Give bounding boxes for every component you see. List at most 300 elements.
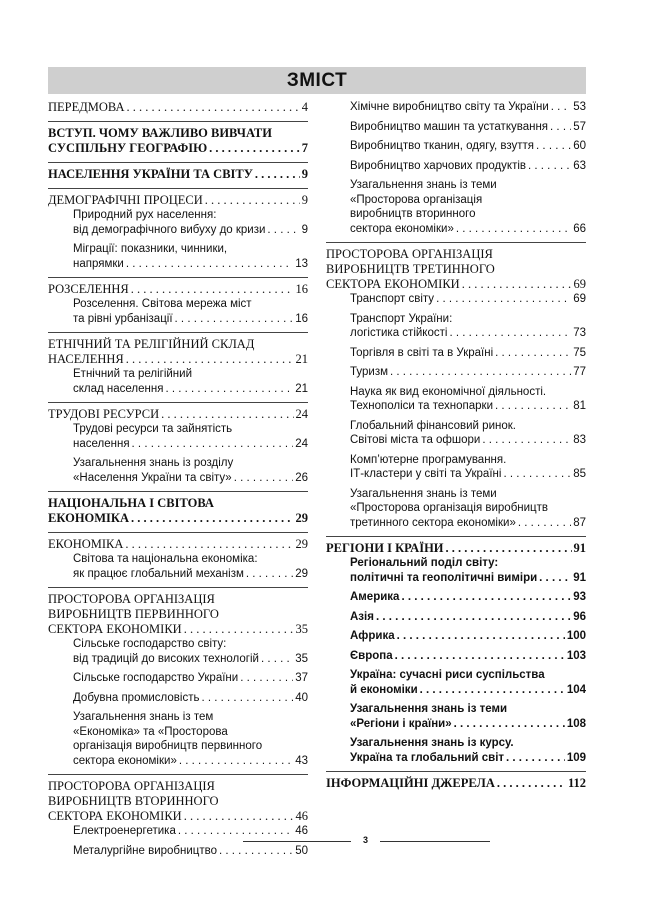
toc-page-number: 26 (295, 471, 308, 484)
toc-entry-title: «Економіка» та «Просторова (73, 725, 228, 738)
toc-subentry (350, 702, 586, 731)
dot-leader (127, 100, 300, 115)
toc-entry-title: Глобальний фінансовий ринок. (350, 419, 516, 432)
toc-line (350, 346, 586, 361)
toc-page-number: 104 (566, 683, 586, 696)
toc-page-number: 21 (295, 352, 308, 366)
toc-line (350, 649, 586, 664)
dot-leader (446, 541, 572, 556)
toc-line (350, 487, 586, 502)
toc-subentry (350, 100, 586, 115)
dot-leader (126, 257, 293, 272)
toc-line (326, 541, 586, 556)
toc-line (48, 337, 308, 352)
toc-line (350, 433, 586, 448)
toc-entry-title: та рівні урбанізації (73, 312, 173, 325)
dot-leader (497, 776, 566, 791)
toc-page-number: 103 (566, 649, 586, 662)
toc-page-number: 69 (573, 277, 586, 291)
toc-page-number: 43 (295, 754, 308, 767)
toc-line (350, 207, 586, 222)
toc-page-number: 93 (573, 591, 586, 603)
dot-leader (518, 516, 571, 531)
toc-entry-title: СЕКТОРА ЕКОНОМІКИ (48, 622, 182, 636)
toc-line (73, 652, 308, 667)
toc-page-number: 73 (573, 327, 586, 339)
toc-section (326, 536, 586, 765)
toc-subentry (350, 312, 586, 341)
toc-line (350, 399, 586, 414)
toc-line (350, 516, 586, 531)
toc-line (350, 501, 586, 516)
toc-line (350, 717, 586, 732)
toc-page-number: 4 (301, 100, 308, 114)
toc-entry-title: Азія (350, 610, 374, 623)
toc-subentry (73, 710, 308, 768)
toc-entry-title: ІТ-кластери у світі та Україні (350, 468, 502, 480)
toc-line (350, 326, 586, 341)
dot-leader (401, 590, 571, 605)
toc-entry-title: Електроенергетика (73, 825, 176, 837)
toc-entry-title: Виробництво тканин, одягу, взуття (350, 140, 535, 152)
toc-page-number: 63 (573, 159, 586, 172)
toc-entry-title: логістика стійкості (350, 327, 448, 339)
dot-leader (165, 382, 293, 397)
toc-line (350, 453, 586, 468)
toc-left-column (48, 100, 308, 864)
toc-entry-title: Сільське господарство України (73, 672, 239, 684)
toc-line (350, 668, 586, 683)
toc-subentry (73, 367, 308, 396)
toc-line (350, 467, 586, 482)
toc-entry-title: Україна: сучасні риси суспільства (350, 669, 545, 681)
toc-entry-title: Америка (350, 591, 400, 603)
toc-subentry (350, 385, 586, 414)
toc-line (350, 120, 586, 135)
toc-subentry (350, 736, 586, 765)
toc-line (73, 257, 308, 272)
dot-leader (234, 471, 294, 486)
toc-entry-title: Європа (350, 649, 393, 662)
toc-entry-title: від демографічного вибуху до кризи (73, 223, 266, 236)
toc-line (350, 139, 586, 154)
toc-line (73, 208, 308, 223)
toc-entry-title: й економіки (350, 683, 418, 696)
toc-line (350, 751, 586, 766)
toc-line (73, 471, 308, 486)
toc-subentry (350, 120, 586, 135)
toc-entry-title: ВИРОБНИЦТВ ПЕРВИННОГО (48, 607, 219, 621)
toc-subentry (350, 487, 586, 531)
toc-line (48, 407, 308, 422)
toc-line (73, 223, 308, 238)
toc-page-number: 96 (573, 610, 586, 623)
toc-line (350, 629, 586, 644)
toc-entry-title: Природний рух населення: (73, 209, 217, 221)
toc-subentry (73, 552, 308, 581)
dot-leader (132, 437, 294, 452)
dot-leader (456, 222, 571, 237)
toc-subentry (350, 139, 586, 154)
toc-entry-title: Етнічний та релігійний (73, 368, 193, 380)
toc-subentry (350, 610, 586, 625)
dot-leader (495, 346, 571, 361)
toc-entry-title: СЕКТОРА ЕКОНОМІКИ (326, 277, 460, 291)
toc-entry-title: ВИРОБНИЦТВ ТРЕТИННОГО (326, 262, 495, 276)
toc-line (326, 262, 586, 277)
toc-entry-title: ПЕРЕДМОВА (48, 100, 125, 114)
toc-line (73, 754, 308, 769)
toc-entry-title: Металургійне виробництво (73, 844, 218, 857)
toc-subentry (73, 208, 308, 237)
toc-entry-title: Україна та глобальний світ (350, 751, 505, 764)
toc-entry-title: Міграції: показники, чинники, (73, 243, 228, 255)
toc-line (48, 607, 308, 622)
toc-line (73, 725, 308, 740)
dot-leader (397, 629, 565, 644)
toc-line (48, 100, 308, 115)
toc-page-number: 46 (295, 809, 308, 823)
toc-entry-title: напрямки (73, 257, 124, 270)
toc-line (73, 710, 308, 725)
toc-page-number: 35 (295, 622, 308, 636)
toc-page-number: 69 (573, 293, 586, 305)
toc-line (73, 637, 308, 652)
toc-section (48, 332, 308, 396)
toc-subentry (350, 178, 586, 236)
toc-line (73, 552, 308, 567)
toc-subentry (350, 419, 586, 448)
toc-entry-title: СУСПІЛЬНУ ГЕОГРАФІЮ (48, 141, 208, 155)
toc-entry-title: «Просторова організація (350, 193, 483, 206)
toc-line (48, 809, 308, 824)
dot-leader (449, 326, 571, 341)
toc-entry-title: СЕКТОРА ЕКОНОМІКИ (48, 809, 182, 823)
toc-page-number: 37 (295, 672, 308, 684)
toc-line (73, 297, 308, 312)
toc-line (73, 422, 308, 437)
toc-page-number: 16 (295, 312, 308, 325)
dot-leader (462, 277, 572, 292)
toc-entry-title: Наука як вид економічної діяльності. (350, 385, 547, 398)
toc-line (350, 590, 586, 605)
dot-leader (495, 399, 571, 414)
toc-page-number: 13 (295, 257, 308, 270)
toc-line (350, 683, 586, 698)
toc-entry-title: Торгівля в світі та в Україні (350, 346, 494, 359)
contents-heading: ЗМІСТ (48, 67, 586, 94)
dot-leader (201, 691, 293, 706)
toc-subentry (350, 365, 586, 380)
toc-section-continued (326, 100, 586, 236)
toc-entry-title: Трудові ресурси та зайнятість (73, 423, 233, 435)
toc-subentry (73, 242, 308, 271)
toc-subentry (350, 292, 586, 307)
toc-page-number: 24 (295, 407, 308, 421)
toc-entry-title: Узагальнення знань із теми (350, 703, 508, 715)
toc-line (48, 779, 308, 794)
toc-line (350, 159, 586, 174)
toc-subentry (350, 668, 586, 697)
dot-leader (209, 141, 300, 156)
toc-entry-title: ПРОСТОРОВА ОРГАНІЗАЦІЯ (326, 247, 493, 261)
toc-line (48, 622, 308, 637)
dot-leader (131, 511, 293, 526)
toc-section (326, 242, 586, 530)
toc-entry-title: Сільське господарство світу: (73, 638, 227, 650)
toc-line (73, 567, 308, 582)
toc-line (48, 511, 308, 526)
toc-entry-title: як працює глобальний механізм (73, 567, 244, 580)
toc-line (350, 178, 586, 193)
toc-section (48, 188, 308, 271)
toc-entry-title: РЕГІОНИ І КРАЇНИ (326, 541, 444, 555)
toc-subentry (350, 629, 586, 644)
toc-entry-title: ТРУДОВІ РЕСУРСИ (48, 407, 160, 421)
toc-page-number: 109 (566, 751, 586, 764)
toc-section (48, 100, 308, 115)
toc-page-number: 91 (573, 571, 586, 584)
toc-line (48, 352, 308, 367)
toc-entry-title: РОЗСЕЛЕННЯ (48, 282, 129, 296)
toc-subentry (350, 590, 586, 605)
toc-entry-title: Комп’ютерне програмування. (350, 453, 507, 466)
toc-entry-title: сектора економіки» (73, 754, 177, 767)
toc-page-number: 29 (295, 511, 308, 525)
toc-section (48, 491, 308, 526)
toc-line (350, 312, 586, 327)
toc-subentry (73, 422, 308, 451)
toc-subentry (350, 649, 586, 664)
toc-line (73, 242, 308, 257)
dot-leader (528, 159, 571, 174)
toc-line (350, 419, 586, 434)
toc-section (326, 771, 586, 791)
toc-entry-title: Узагальнення знань із розділу (73, 457, 234, 469)
dot-leader (454, 717, 565, 732)
toc-page-number: 100 (566, 630, 586, 642)
toc-page-number: 57 (573, 120, 586, 133)
toc-subentry (73, 691, 308, 706)
toc-section (48, 532, 308, 581)
toc-page-number: 9 (301, 193, 308, 207)
dot-leader (482, 433, 571, 448)
toc-entry-title: Узагальнення знань із теми (350, 487, 497, 500)
toc-line (326, 776, 586, 791)
toc-entry-title: Світова та національна економіка: (73, 553, 258, 565)
toc-entry-title: Транспорт світу (350, 293, 435, 305)
toc-entry-title: Добувна промисловість (73, 691, 200, 704)
toc-entry-title: ПРОСТОРОВА ОРГАНІЗАЦІЯ (48, 592, 215, 606)
toc-subentry (73, 671, 308, 686)
toc-line (48, 141, 308, 156)
dot-leader (436, 292, 571, 307)
toc-entry-title: «Населення України та світу» (73, 471, 232, 484)
toc-entry-title: виробництв вторинного (350, 208, 476, 220)
toc-entry-title: Транспорт України: (350, 312, 453, 325)
toc-page-number: 108 (566, 717, 586, 730)
dot-leader (550, 120, 571, 135)
toc-entry-title: «Просторова організація виробництв (350, 502, 549, 514)
dot-leader (179, 754, 293, 769)
footer-rule-left (243, 841, 351, 842)
toc-entry-title: Узагальнення знань із тем (73, 711, 214, 723)
toc-entry-title: Африка (350, 630, 395, 642)
toc-entry-title: ЕТНІЧНИЙ ТА РЕЛІГІЙНИЙ СКЛАД (48, 337, 255, 351)
toc-entry-title: Виробництво машин та устаткування (350, 120, 549, 133)
toc-section (48, 121, 308, 156)
toc-entry-title: «Регіони і країни» (350, 717, 452, 730)
toc-line (350, 702, 586, 717)
dot-leader (125, 537, 293, 552)
toc-line (48, 282, 308, 297)
toc-entry-title: Узагальнення знань із теми (350, 179, 497, 191)
toc-section (48, 162, 308, 182)
toc-line (350, 736, 586, 751)
toc-entry-title: ЕКОНОМІКА (48, 537, 124, 551)
toc-subentry (73, 456, 308, 485)
toc-line (350, 385, 586, 400)
toc-page-number: 81 (573, 400, 586, 412)
toc-entry-title: населення (73, 437, 130, 450)
toc-subentry (350, 453, 586, 482)
toc-entry-title: політичні та геополітичні виміри (350, 571, 538, 584)
dot-leader (420, 683, 565, 698)
dot-leader (255, 167, 300, 182)
dot-leader (131, 282, 294, 297)
toc-line (73, 691, 308, 706)
toc-page-number: 50 (295, 844, 308, 857)
dot-leader (503, 467, 571, 482)
toc-page-number: 85 (573, 468, 586, 480)
toc-page-number: 24 (295, 437, 308, 450)
dot-leader (161, 407, 293, 422)
toc-entry-title: Хімічне виробництво світу та України (350, 101, 549, 113)
toc-section (48, 402, 308, 485)
toc-entry-title: ВИРОБНИЦТВ ВТОРИННОГО (48, 794, 219, 808)
toc-subentry (73, 637, 308, 666)
toc-entry-title: НАСЕЛЕННЯ (48, 352, 124, 366)
toc-line (350, 571, 586, 586)
toc-line (350, 556, 586, 571)
toc-page-number: 29 (295, 537, 308, 551)
dot-leader (376, 610, 571, 625)
toc-line (326, 277, 586, 292)
dot-leader (395, 649, 565, 664)
toc-entry-title: ВСТУП. ЧОМУ ВАЖЛИВО ВИВЧАТИ (48, 126, 272, 140)
page-number: 3 (362, 835, 368, 845)
toc-page-number: 7 (301, 141, 308, 155)
toc-section (48, 277, 308, 326)
toc-entry-title: НАЦІОНАЛЬНА І СВІТОВА (48, 496, 214, 510)
toc-line (350, 222, 586, 237)
toc-entry-title: склад населення (73, 382, 164, 395)
toc-entry-title: від традицій до високих технологій (73, 652, 259, 665)
dot-leader (267, 223, 299, 238)
toc-subentry (350, 346, 586, 361)
dot-leader (126, 352, 294, 367)
toc-page-number: 40 (295, 691, 308, 704)
toc-line (48, 537, 308, 552)
toc-line (73, 456, 308, 471)
toc-entry-title: третинного сектора економіки» (350, 516, 516, 529)
dot-leader (184, 809, 294, 824)
dot-leader (246, 567, 293, 582)
toc-line (73, 437, 308, 452)
toc-line (73, 312, 308, 327)
toc-page-number: 9 (301, 223, 308, 236)
toc-section (48, 587, 308, 768)
toc-subentry (350, 159, 586, 174)
toc-line (350, 365, 586, 380)
toc-page-number: 16 (295, 282, 308, 296)
toc-entry-title: Світові міста та офшори (350, 434, 481, 446)
toc-page-number: 53 (573, 101, 586, 113)
toc-entry-title: Розселення. Світова мережа міст (73, 298, 252, 310)
toc-page-number: 87 (573, 516, 586, 529)
toc-entry-title: організація виробництв первинного (73, 740, 263, 752)
toc-line (73, 382, 308, 397)
dot-leader (506, 751, 565, 766)
dot-leader (261, 652, 293, 667)
toc-line (350, 610, 586, 625)
toc-entry-title: Узагальнення знань із курсу. (350, 737, 514, 749)
toc-subentry (73, 297, 308, 326)
toc-page-number: 91 (573, 541, 586, 555)
toc-right-column (326, 100, 586, 797)
toc-page-number: 21 (295, 382, 308, 395)
toc-line (350, 100, 586, 115)
toc-line (326, 247, 586, 262)
toc-page-number: 29 (295, 567, 308, 580)
toc-entry-title: ІНФОРМАЦІЙНІ ДЖЕРЕЛА (326, 776, 495, 790)
toc-entry-title: НАСЕЛЕННЯ УКРАЇНИ ТА СВІТУ (48, 167, 253, 181)
toc-entry-title: Туризм (350, 366, 388, 378)
toc-entry-title: сектора економіки» (350, 222, 454, 235)
dot-leader (551, 100, 571, 115)
toc-page-number: 46 (295, 825, 308, 837)
dot-leader (390, 365, 571, 380)
toc-line (48, 592, 308, 607)
dot-leader (184, 622, 294, 637)
toc-page-number: 83 (573, 434, 586, 446)
toc-subentry (350, 556, 586, 585)
toc-line (48, 167, 308, 182)
toc-page-number: 9 (301, 167, 308, 181)
toc-line (48, 496, 308, 511)
toc-entry-title: Виробництво харчових продуктів (350, 159, 527, 172)
toc-line (350, 292, 586, 307)
toc-page-number: 66 (573, 222, 586, 235)
toc-entry-title: ПРОСТОРОВА ОРГАНІЗАЦІЯ (48, 779, 215, 793)
dot-leader (205, 193, 300, 208)
toc-page-number: 35 (295, 652, 308, 665)
toc-page-number: 60 (573, 140, 586, 152)
toc-line (48, 193, 308, 208)
toc-line (350, 193, 586, 208)
toc-line (73, 367, 308, 382)
toc-line (48, 794, 308, 809)
toc-page-number: 75 (573, 346, 586, 359)
toc-entry-title: ЕКОНОМІКА (48, 511, 130, 525)
toc-entry-title: ДЕМОГРАФІЧНІ ПРОЦЕСИ (48, 193, 203, 207)
toc-line (73, 739, 308, 754)
toc-entry-title: Регіональний поділ світу: (350, 557, 499, 569)
toc-entry-title: Технополіси та технопарки (350, 400, 494, 412)
dot-leader (175, 312, 294, 327)
dot-leader (536, 139, 571, 154)
footer-rule-right (380, 841, 490, 842)
